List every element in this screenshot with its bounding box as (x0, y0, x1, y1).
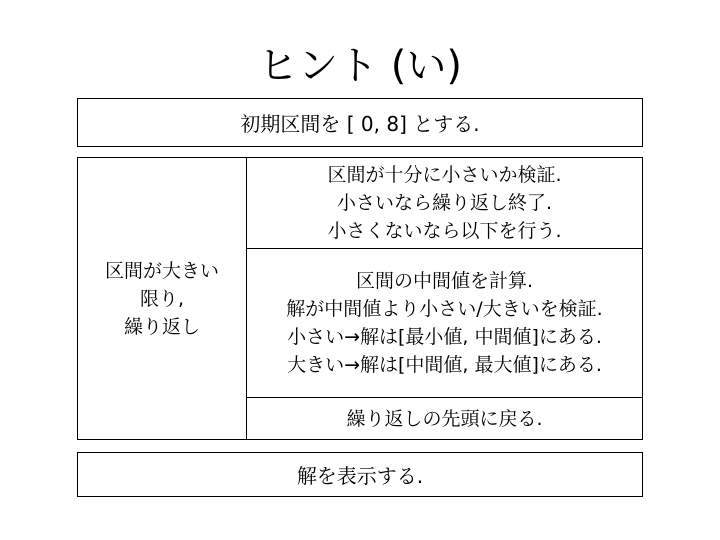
final-step-box (77, 452, 643, 497)
check-step-line: 小さいなら繰り返し終了. (336, 192, 553, 214)
check-step-line: 区間が十分に小さいか検証. (327, 164, 562, 186)
loop-condition-line: 繰り返し (123, 315, 200, 338)
repeat-step-text: 繰り返しの先頭に戻る. (346, 407, 543, 430)
init-step-box (77, 98, 643, 147)
init-step-text: 初期区間を [ 0, 8] とする. (240, 112, 480, 136)
compute-step-line: 小さい→解は[最小値, 中間値]にある. (287, 326, 602, 348)
loop-block (77, 157, 643, 440)
compute-step-line: 大きい→解は[中間値, 最大値]にある. (287, 354, 602, 376)
repeat-step-cell (247, 398, 642, 439)
final-step-text: 解を表示する. (296, 464, 424, 488)
loop-condition-line: 限り, (139, 287, 185, 310)
check-step-cell (247, 158, 642, 248)
compute-step-cell (247, 249, 642, 397)
compute-step-line: 解が中間値より小さい/大きいを検証. (286, 298, 603, 320)
page-title: ヒント (い) (258, 43, 462, 89)
compute-step-line: 区間の中間値を計算. (355, 270, 534, 292)
loop-condition-line: 区間が大きい (104, 259, 219, 282)
check-step-line: 小さくないなら以下を行う. (327, 220, 562, 242)
loop-condition-cell (78, 158, 246, 439)
